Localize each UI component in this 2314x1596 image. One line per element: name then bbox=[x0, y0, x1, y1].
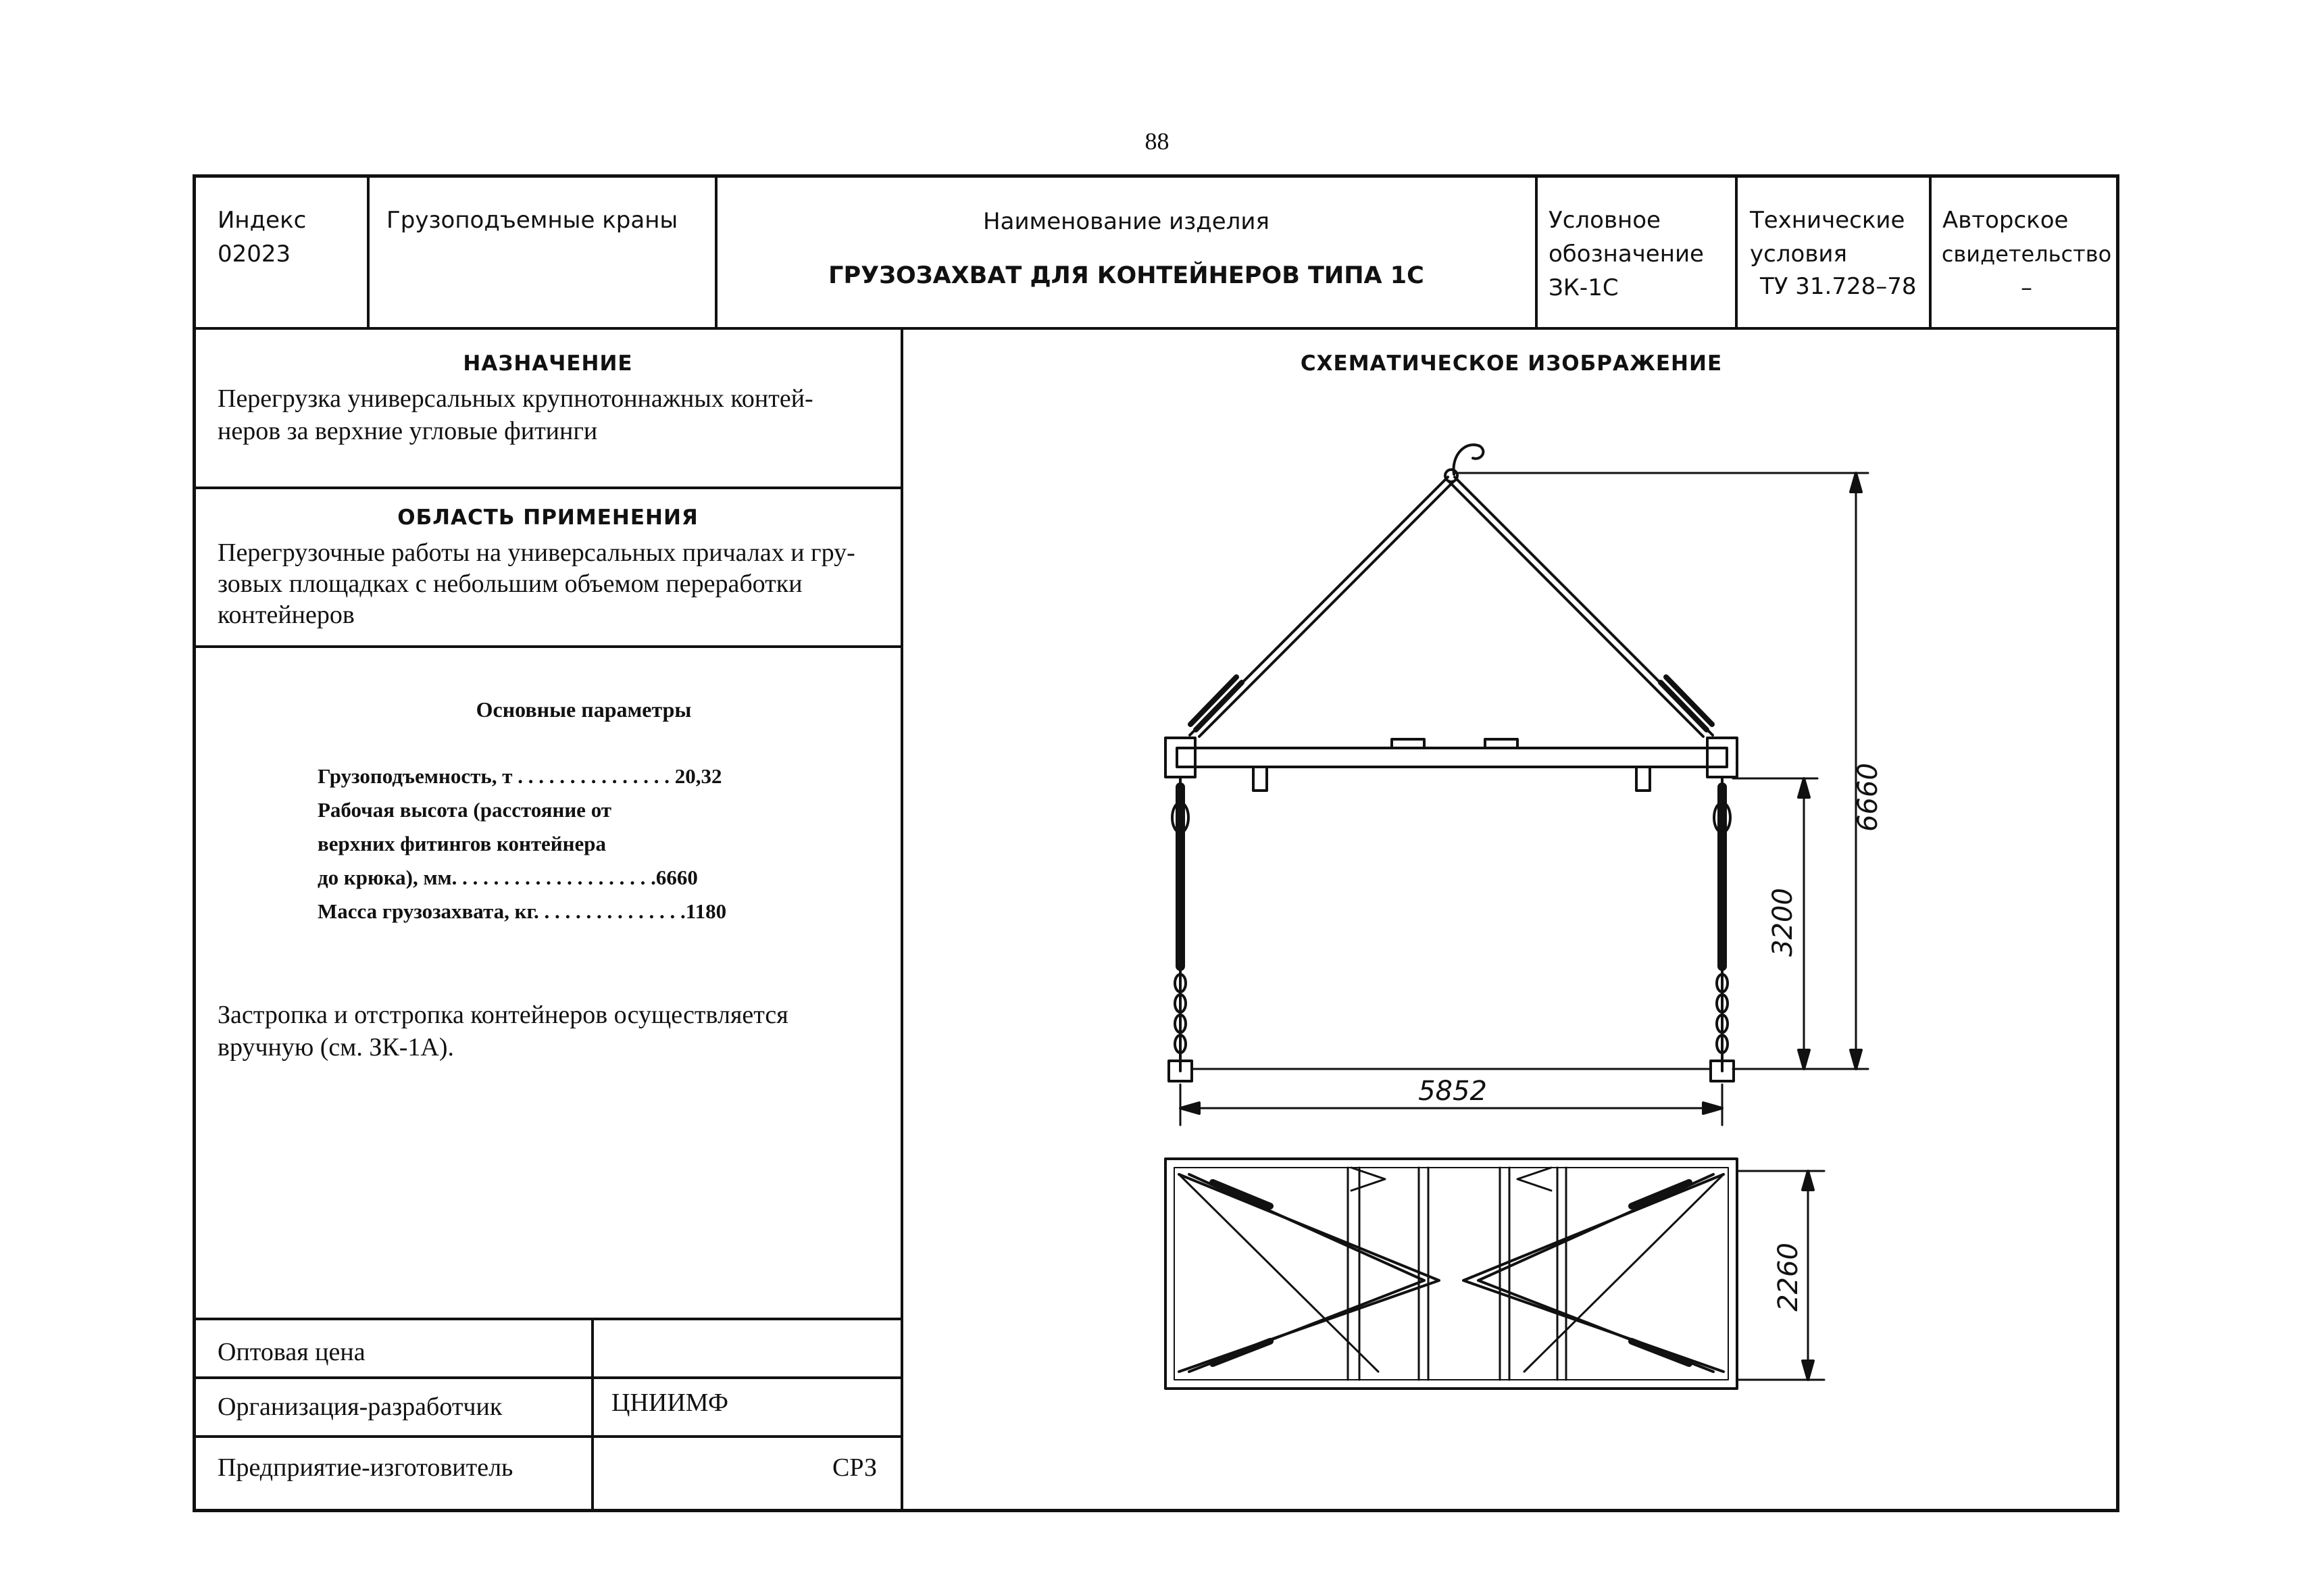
dimension-height-total-label: 6660 bbox=[1853, 763, 1884, 832]
footer-divider bbox=[193, 1435, 902, 1438]
header-col-divider bbox=[367, 174, 370, 328]
spreader-beam bbox=[1177, 748, 1727, 767]
dimension-width-label: 5852 bbox=[1418, 1076, 1487, 1107]
product-name-label: Наименование изделия bbox=[983, 208, 1269, 235]
manufacturer-value: СРЗ bbox=[832, 1453, 877, 1482]
plan-sling-left bbox=[1189, 1174, 1424, 1372]
product-name: ГРУЗОЗАХВАТ ДЛЯ КОНТЕЙНЕРОВ ТИПА 1С bbox=[828, 262, 1424, 289]
hook-icon bbox=[1454, 445, 1484, 474]
plan-sling-left bbox=[1179, 1174, 1439, 1372]
designation-value: ЗК-1С bbox=[1549, 274, 1619, 301]
sling-left bbox=[1199, 481, 1454, 737]
param-height: до крюка), мм. . . . . . . . . . . . . . . . . . . .6660 bbox=[318, 866, 698, 889]
header-col-divider bbox=[715, 174, 718, 328]
category-label: Грузоподъемные краны bbox=[386, 207, 678, 234]
section-divider bbox=[193, 487, 902, 489]
hanger-chain bbox=[1175, 974, 1728, 1053]
hanger-line bbox=[1180, 777, 1722, 1071]
beam-bracket bbox=[1253, 767, 1650, 791]
designation-label: обозначение bbox=[1549, 241, 1704, 268]
slinging-note: вручную (см. ЗК-1А). bbox=[218, 1033, 454, 1062]
footer-divider bbox=[193, 1318, 902, 1320]
dimension-height-sling-label: 3200 bbox=[1767, 888, 1799, 957]
plan-sling-right bbox=[1478, 1174, 1713, 1372]
param-height: Рабочая высота (расстояние от bbox=[318, 798, 612, 822]
application-text: Перегрузочные работы на универсальных причалах и гру- bbox=[218, 539, 855, 567]
param-capacity: Грузоподъемность, т . . . . . . . . . . . . . . . 20,32 bbox=[318, 764, 722, 788]
page-number: 88 bbox=[1145, 128, 1169, 155]
plan-bracket bbox=[1351, 1168, 1551, 1191]
header-col-divider bbox=[1735, 174, 1738, 328]
dimension-extension bbox=[1454, 473, 1868, 1069]
purpose-text: Перегрузка универсальных крупнотоннажных контей- bbox=[218, 384, 813, 413]
param-height: верхних фитингов контейнера bbox=[318, 832, 607, 855]
manufacturer-label: Предприятие-изготовитель bbox=[218, 1453, 513, 1482]
specs-label: Технические bbox=[1750, 207, 1905, 234]
application-title: ОБЛАСТЬ ПРИМЕНЕНИЯ bbox=[397, 505, 699, 530]
dimension-depth-label: 2260 bbox=[1773, 1243, 1804, 1312]
plan-thimble bbox=[1213, 1182, 1689, 1364]
plan-view-crossbeam bbox=[1348, 1168, 1566, 1380]
footer-col-divider bbox=[591, 1318, 594, 1512]
purpose-title: НАЗНАЧЕНИЕ bbox=[463, 351, 633, 376]
parameters-title: Основные параметры bbox=[476, 697, 692, 722]
slinging-note: Застропка и отстропка контейнеров осуществляется bbox=[218, 1001, 788, 1029]
param-mass: Масса грузозахвата, кг. . . . . . . . . . . . . . .1180 bbox=[318, 899, 727, 923]
application-text: зовых площадках с небольшим объемом переработки bbox=[218, 570, 803, 598]
header-col-divider bbox=[1535, 174, 1538, 328]
developer-value: ЦНИИМФ bbox=[611, 1389, 729, 1417]
beam-end-fitting bbox=[1165, 738, 1195, 777]
container-spreader-schematic bbox=[1067, 405, 1898, 1419]
index-label: Индекс bbox=[218, 207, 307, 234]
beam-end-fitting bbox=[1707, 738, 1737, 777]
specs-label: условия bbox=[1750, 241, 1847, 268]
header-col-divider bbox=[1929, 174, 1932, 328]
section-divider bbox=[193, 645, 902, 648]
plan-view-frame bbox=[1165, 1159, 1737, 1389]
index-value: 02023 bbox=[218, 241, 291, 268]
designation-label: Условное bbox=[1549, 207, 1661, 234]
application-text: контейнеров bbox=[218, 601, 355, 629]
sling-right bbox=[1449, 481, 1703, 737]
copyright-value: – bbox=[2021, 274, 2032, 301]
hook-ring bbox=[1445, 470, 1457, 482]
copyright-label: свидетельство bbox=[1941, 241, 2112, 267]
main-col-divider bbox=[901, 327, 903, 1512]
purpose-text: неров за верхние угловые фитинги bbox=[218, 417, 598, 445]
specs-value: ТУ 31.728–78 bbox=[1760, 273, 1917, 300]
drawing-title: СХЕМАТИЧЕСКОЕ ИЗОБРАЖЕНИЕ bbox=[1300, 351, 1723, 376]
footer-divider bbox=[193, 1376, 902, 1379]
copyright-label: Авторское bbox=[1942, 207, 2069, 234]
plan-sling-right bbox=[1463, 1174, 1724, 1372]
header-divider bbox=[193, 327, 2119, 330]
developer-label: Организация-разработчик bbox=[218, 1393, 503, 1421]
price-label: Оптовая цена bbox=[218, 1338, 366, 1366]
